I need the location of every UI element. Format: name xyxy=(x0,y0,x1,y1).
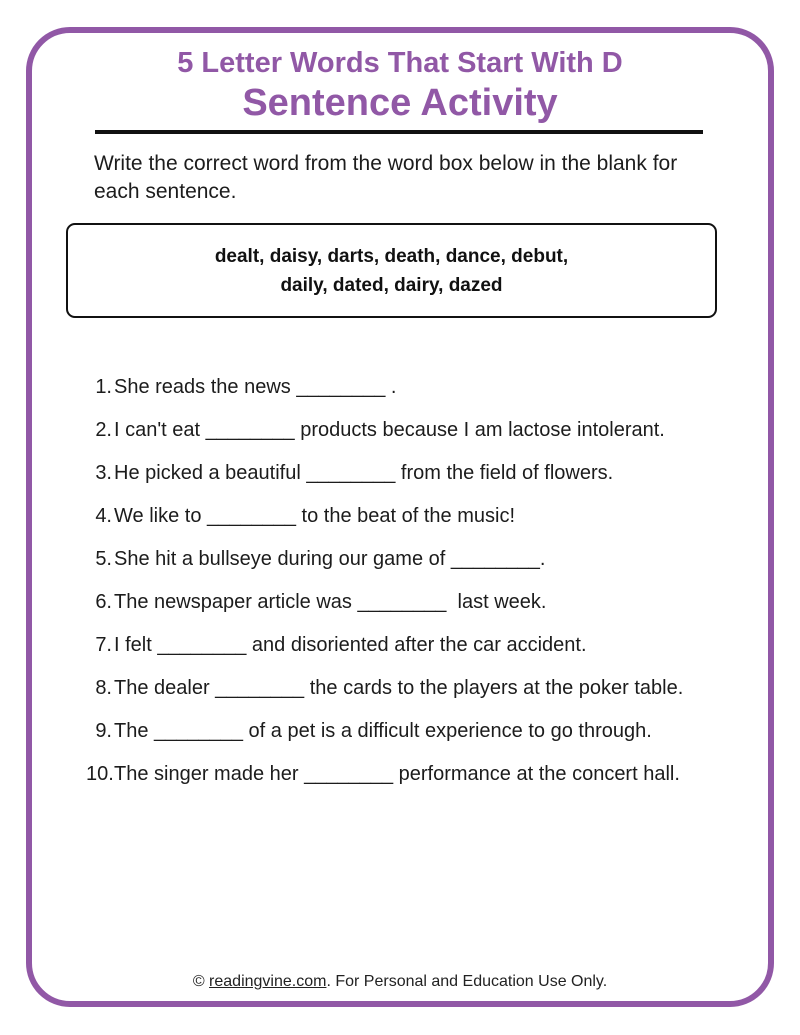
sentence-item xyxy=(86,409,726,452)
sentence-item xyxy=(86,581,726,624)
sentence-item xyxy=(86,667,726,710)
sentence-text: She hit a bullseye during our game of ________. xyxy=(114,548,546,570)
site-link[interactable]: readingvine.com xyxy=(209,973,327,990)
sentence-number: 5. xyxy=(95,548,112,570)
sentence-text: The singer made her ________ performance at the concert hall. xyxy=(114,763,680,785)
word-box-line-1: dealt, daisy, darts, death, dance, debut, xyxy=(214,245,569,267)
sentence-number: 1. xyxy=(95,376,112,398)
sentence-text: I felt ________ and disoriented after the car accident. xyxy=(114,634,587,656)
sentence-item xyxy=(86,452,726,495)
copyright-prefix: © xyxy=(192,973,210,990)
sentence-item xyxy=(86,538,726,581)
usage-note: . For Personal and Education Use Only. xyxy=(326,973,608,990)
word-box-line-2: daily, dated, dairy, dazed xyxy=(280,274,503,296)
sentence-text: The dealer ________ the cards to the players at the poker table. xyxy=(114,677,684,699)
sentence-text: The newspaper article was ________ last week. xyxy=(114,591,547,613)
word-box xyxy=(66,223,717,318)
sentence-item xyxy=(86,753,726,796)
worksheet-subtitle: 5 Letter Words That Start With D xyxy=(177,47,623,79)
sentence-text: He picked a beautiful ________ from the field of flowers. xyxy=(114,462,614,484)
sentence-text: We like to ________ to the beat of the music! xyxy=(114,505,515,527)
sentence-item xyxy=(86,624,726,667)
sentence-text: The ________ of a pet is a difficult experience to go through. xyxy=(114,720,652,742)
sentence-text: I can't eat ________ products because I am lactose intolerant. xyxy=(114,419,665,441)
footer xyxy=(0,973,800,991)
sentence-list xyxy=(86,366,726,796)
sentence-number: 10. xyxy=(86,763,114,785)
sentence-item xyxy=(86,366,726,409)
sentence-item xyxy=(86,495,726,538)
sentence-text: She reads the news ________ . xyxy=(114,376,397,398)
sentence-number: 6. xyxy=(95,591,112,613)
sentence-item xyxy=(86,710,726,753)
instructions: Write the correct word from the word box below in the blank for each sentence. xyxy=(94,152,678,203)
sentence-number: 4. xyxy=(95,505,112,527)
sentence-number: 7. xyxy=(95,634,112,656)
sentence-number: 2. xyxy=(95,419,112,441)
sentence-number: 9. xyxy=(95,720,112,742)
worksheet-title: Sentence Activity xyxy=(242,82,558,124)
sentence-number: 8. xyxy=(95,677,112,699)
title-divider xyxy=(95,130,703,134)
sentence-number: 3. xyxy=(95,462,112,484)
